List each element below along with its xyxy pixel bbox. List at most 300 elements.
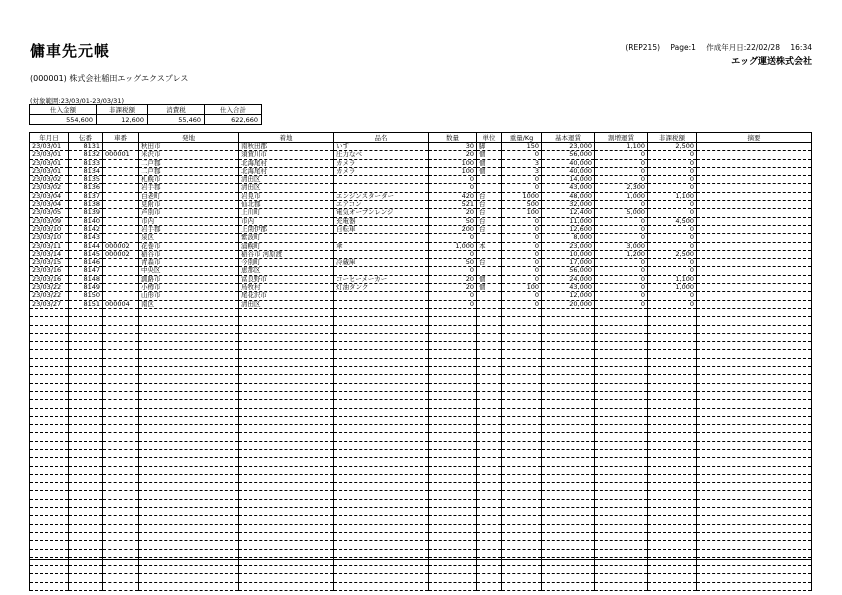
ledger-cell [30,350,69,358]
ledger-cell [103,449,139,457]
table-row-empty [30,524,812,532]
ledger-cell [542,400,595,408]
ledger-cell [595,541,648,549]
summary-header-row [30,105,262,115]
ledger-cell: 11,000 [542,217,595,225]
ledger-cell [542,317,595,325]
ledger-cell: 個 [477,284,502,292]
ledger-cell [595,549,648,557]
ledger-cell [103,566,139,574]
ledger-cell [334,425,429,433]
ledger-cell [542,524,595,532]
ledger-header-cell: 単位 [477,133,502,143]
ledger-cell: 充電器 [334,217,429,225]
ledger-cell: 0 [502,259,542,267]
ledger-cell: 0 [648,267,697,275]
ledger-cell [477,367,502,375]
ledger-cell [648,499,697,507]
ledger-cell [429,474,477,482]
ledger-cell: 台 [477,192,502,200]
ledger-cell [69,391,103,399]
ledger-cell [648,317,697,325]
ledger-cell [697,391,812,399]
ledger-cell [334,317,429,325]
ledger-cell [429,350,477,358]
ledger-cell [648,491,697,499]
table-row [30,159,812,167]
ledger-cell: 北海尾村 [239,159,334,167]
ledger-cell [334,433,429,441]
ledger-cell [239,532,334,540]
ledger-cell [30,483,69,491]
ledger-cell [697,566,812,574]
ledger-cell [477,458,502,466]
ledger-cell [697,582,812,590]
ledger-cell [595,308,648,316]
table-row-empty [30,516,812,524]
ledger-cell [502,325,542,333]
table-row [30,300,812,308]
ledger-cell [30,491,69,499]
ledger-cell [239,400,334,408]
ledger-cell: 23/03/02 [30,184,69,192]
table-row-empty [30,574,812,582]
ledger-cell [334,458,429,466]
ledger-cell [477,400,502,408]
ledger-cell: 0 [502,234,542,242]
ledger-cell [648,441,697,449]
ledger-cell [69,566,103,574]
ledger-cell [595,425,648,433]
ledger-cell: 40,000 [542,159,595,167]
ledger-cell [103,192,139,200]
ledger-cell [648,358,697,366]
ledger-cell [103,367,139,375]
ledger-cell [103,549,139,557]
ledger-cell: 521 [429,201,477,209]
ledger-cell [697,325,812,333]
ledger-cell: 8145 [69,250,103,258]
ledger-cell [477,308,502,316]
ledger-cell [502,375,542,383]
ledger-cell [697,225,812,233]
ledger-cell: 12,400 [542,209,595,217]
table-row [30,275,812,283]
table-row-empty [30,532,812,540]
ledger-cell [542,416,595,424]
ledger-cell: 0 [595,151,648,159]
table-row [30,225,812,233]
ledger-cell [30,524,69,532]
ledger-cell: 3 [502,159,542,167]
ledger-cell [334,549,429,557]
ledger-cell [334,367,429,375]
ledger-cell [429,317,477,325]
ledger-cell: 南秋田郡 [239,143,334,151]
ledger-cell: 0 [502,275,542,283]
ledger-cell [239,508,334,516]
table-row-empty [30,499,812,507]
ledger-cell [239,433,334,441]
ledger-cell [648,383,697,391]
ledger-header-cell: 着地 [239,133,334,143]
ledger-cell [542,308,595,316]
ledger-cell [648,449,697,457]
ledger-cell: 1,000 [595,192,648,200]
ledger-cell [239,441,334,449]
table-row-empty [30,425,812,433]
ledger-cell: 10,000 [542,250,595,258]
ledger-cell [542,541,595,549]
ledger-cell [477,267,502,275]
ledger-cell [697,167,812,175]
ledger-cell [477,466,502,474]
ledger-cell [239,582,334,590]
ledger-cell [334,524,429,532]
ledger-cell [648,524,697,532]
ledger-cell [139,566,239,574]
ledger-cell [30,408,69,416]
ledger-cell: 8133 [69,159,103,167]
ledger-cell [30,549,69,557]
ledger-cell: 23/03/04 [30,192,69,200]
ledger-cell: 岩見市 [239,192,334,200]
ledger-cell [334,176,429,184]
ledger-cell: 000002 [103,250,139,258]
ledger-cell [542,574,595,582]
ledger-cell [648,375,697,383]
period-range: (対象範囲:23/03/01-23/03/31) [30,97,124,105]
ledger-cell [697,400,812,408]
ledger-cell [697,308,812,316]
table-row [30,167,812,175]
ledger-cell [139,483,239,491]
ledger-cell [477,184,502,192]
ledger-cell: カメラ [334,159,429,167]
ledger-cell [334,400,429,408]
ledger-cell [103,284,139,292]
ledger-cell: 0 [429,267,477,275]
ledger-cell [429,499,477,507]
ledger-cell [334,449,429,457]
ledger-cell [697,217,812,225]
ledger-cell [139,408,239,416]
ledger-cell [239,350,334,358]
ledger-cell [30,400,69,408]
ledger-cell: カメラ [334,167,429,175]
ledger-cell [648,483,697,491]
ledger-cell: 二戸郡 [139,167,239,175]
ledger-cell: 8143 [69,234,103,242]
ledger-cell [103,259,139,267]
ledger-cell: 0 [648,209,697,217]
ledger-cell [502,466,542,474]
ledger-cell: 1,000 [648,284,697,292]
ledger-cell [139,449,239,457]
ledger-cell: 8135 [69,176,103,184]
ledger-cell [334,250,429,258]
ledger-cell [239,541,334,549]
ledger-cell: 23/03/27 [30,300,69,308]
ledger-cell: 23/03/22 [30,292,69,300]
ledger-cell: 北海尾村 [239,167,334,175]
ledger-cell [69,491,103,499]
ledger-cell [542,491,595,499]
ledger-cell [477,408,502,416]
ledger-cell [103,441,139,449]
ledger-cell [239,342,334,350]
table-row-empty [30,350,812,358]
ledger-cell [648,333,697,341]
ledger-cell: 24,000 [542,275,595,283]
ledger-cell: 鳥牧村 [239,284,334,292]
ledger-cell: 青森市 [139,259,239,267]
ledger-cell: 23/03/22 [30,284,69,292]
ledger-cell: 8147 [69,267,103,275]
ledger-cell: 23/03/16 [30,275,69,283]
ledger-cell [69,441,103,449]
ledger-cell [697,159,812,167]
ledger-cell: 米沢市 [139,151,239,159]
ledger-cell [429,458,477,466]
ledger-cell: 20 [429,151,477,159]
summary-header-cell: 仕入金額 [30,105,97,115]
table-row [30,192,812,200]
ledger-cell: 23/03/16 [30,267,69,275]
ledger-cell: 0 [429,176,477,184]
ledger-cell [334,566,429,574]
ledger-cell: 山形市 [139,292,239,300]
ledger-cell [30,433,69,441]
ledger-cell [103,541,139,549]
ledger-cell [239,491,334,499]
ledger-cell [502,408,542,416]
ledger-cell [542,433,595,441]
ledger-cell [139,383,239,391]
ledger-cell [239,391,334,399]
ledger-cell [477,508,502,516]
ledger-cell: 0 [502,242,542,250]
ledger-cell [502,449,542,457]
ledger-cell [697,242,812,250]
ledger-cell [477,317,502,325]
ledger-cell: 紫波町 [239,234,334,242]
ledger-cell [477,516,502,524]
ledger-cell: 0 [648,300,697,308]
ledger-cell [477,300,502,308]
ledger-cell [103,325,139,333]
ledger-cell [502,342,542,350]
ledger-cell: 尾花沢市 [239,292,334,300]
ledger-cell [103,474,139,482]
ledger-cell: 2,300 [595,184,648,192]
ledger-cell: 23/03/02 [30,176,69,184]
ledger-cell [697,259,812,267]
ledger-cell [239,574,334,582]
ledger-cell [139,433,239,441]
ledger-cell [595,491,648,499]
ledger-cell [103,532,139,540]
ledger-cell: 100 [429,159,477,167]
table-row [30,209,812,217]
ledger-cell [69,342,103,350]
ledger-cell [595,400,648,408]
table-row-empty [30,458,812,466]
ledger-cell [595,532,648,540]
table-row [30,143,812,151]
ledger-cell [69,325,103,333]
ledger-cell [595,408,648,416]
ledger-cell [30,582,69,590]
ledger-cell [697,441,812,449]
ledger-cell: 札幌市 [139,176,239,184]
ledger-cell [429,441,477,449]
ledger-cell: 48,000 [542,192,595,200]
ledger-cell [429,516,477,524]
ledger-cell: 23/03/10 [30,225,69,233]
ledger-cell: 200 [429,225,477,233]
ledger-cell: 5,000 [595,209,648,217]
ledger-cell: 0 [648,159,697,167]
ledger-cell [477,325,502,333]
ledger-cell: 20 [429,284,477,292]
ledger-cell [103,275,139,283]
ledger-cell [477,441,502,449]
ledger-cell [103,400,139,408]
ledger-cell [139,350,239,358]
ledger-cell [103,391,139,399]
ledger-cell [103,317,139,325]
ledger-cell [697,375,812,383]
ledger-cell [30,333,69,341]
ledger-cell [69,400,103,408]
ledger-cell: 0 [648,167,697,175]
report-id: (REP215) [625,43,661,52]
ledger-cell [30,466,69,474]
ledger-cell [139,499,239,507]
ledger-cell [30,383,69,391]
ledger-cell [30,391,69,399]
ledger-cell: 23/03/11 [30,242,69,250]
ledger-cell [103,375,139,383]
ledger-cell [477,425,502,433]
ledger-cell [334,491,429,499]
ledger-header-cell: 数量 [429,133,477,143]
ledger-cell [648,574,697,582]
ledger-cell [477,524,502,532]
ledger-cell: 清田区 [239,300,334,308]
ledger-cell [542,483,595,491]
ledger-cell: 台 [477,201,502,209]
ledger-cell [429,375,477,383]
ledger-cell [103,350,139,358]
ledger-cell [697,433,812,441]
ledger-cell [429,308,477,316]
ledger-cell [477,491,502,499]
ledger-cell: 23/03/14 [30,250,69,258]
summary-value-cell: 55,460 [148,115,205,125]
ledger-cell [595,350,648,358]
ledger-cell [334,391,429,399]
ledger-cell [30,358,69,366]
ledger-cell: 傘 [334,242,429,250]
ledger-cell [542,466,595,474]
ledger-cell: 3,000 [595,242,648,250]
ledger-cell [477,416,502,424]
ledger-cell [239,333,334,341]
ledger-cell [30,499,69,507]
ledger-cell [648,350,697,358]
table-row [30,250,812,258]
ledger-cell: 56,000 [542,267,595,275]
ledger-cell [595,508,648,516]
ledger-cell: 灯油タンク [334,284,429,292]
ledger-cell [648,474,697,482]
ledger-cell: 個 [477,151,502,159]
ledger-cell [502,358,542,366]
ledger-cell [477,234,502,242]
ledger-cell [502,516,542,524]
ledger-cell: 0 [502,300,542,308]
ledger-cell [30,317,69,325]
ledger-cell [697,209,812,217]
ledger-cell [139,333,239,341]
ledger-cell [239,375,334,383]
ledger-cell [239,358,334,366]
ledger-cell: 0 [648,225,697,233]
ledger-cell [595,582,648,590]
ledger-cell [139,308,239,316]
ledger-cell [30,375,69,383]
ledger-cell [697,367,812,375]
ledger-cell [429,358,477,366]
table-row-empty [30,491,812,499]
ledger-cell [502,367,542,375]
ledger-cell: 電気オーブンレンジ [334,209,429,217]
ledger-cell [595,441,648,449]
ledger-cell [69,474,103,482]
ledger-cell [595,367,648,375]
ledger-cell [477,375,502,383]
ledger-cell [103,483,139,491]
ledger-cell [334,508,429,516]
ledger-cell [429,383,477,391]
ledger-cell [429,574,477,582]
ledger-cell [103,159,139,167]
ledger-cell: 000001 [103,151,139,159]
table-row [30,259,812,267]
table-row [30,284,812,292]
ledger-cell: 8132 [69,151,103,159]
ledger-cell [239,516,334,524]
summary-value-cell: 12,600 [97,115,148,125]
ledger-cell [429,325,477,333]
ledger-cell: 0 [648,292,697,300]
ledger-cell [697,408,812,416]
ledger-cell [239,425,334,433]
ledger-cell [648,325,697,333]
ledger-cell [595,433,648,441]
ledger-cell [334,416,429,424]
ledger-cell [648,466,697,474]
ledger-cell [334,333,429,341]
ledger-cell [477,176,502,184]
ledger-cell: 自転車 [334,225,429,233]
ledger-cell [69,549,103,557]
supplier-name: (000001) 株式会社稲田エッグエクスプレス [30,74,189,83]
ledger-cell: 市内 [139,217,239,225]
ledger-cell [103,143,139,151]
